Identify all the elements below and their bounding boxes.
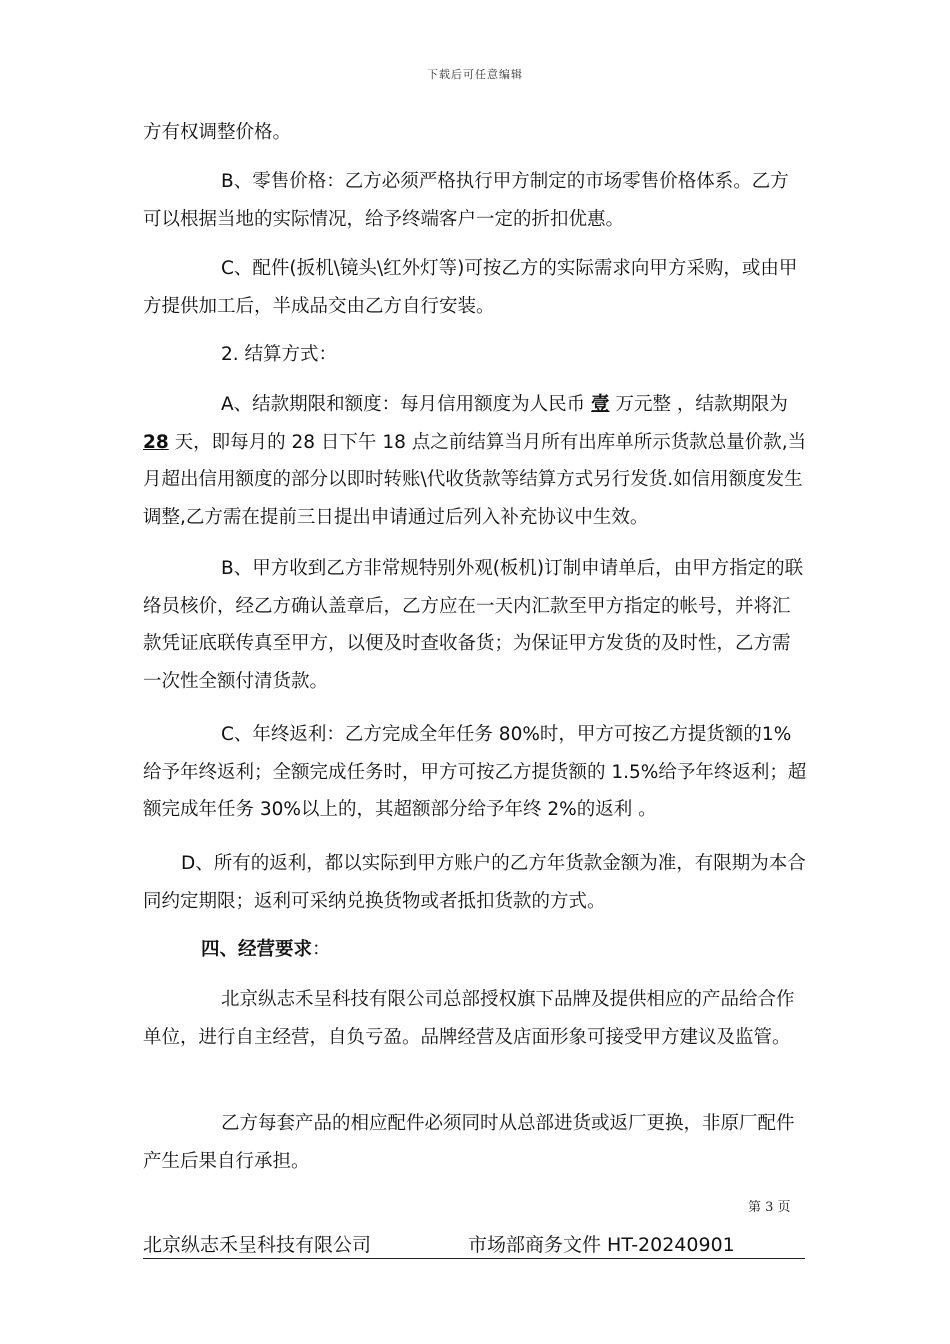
paragraph-custom-order: B、甲方收到乙方非常规特别外观(板机)订制申请单后，由甲方指定的联络员核价，经乙方确认盖章后，乙方应在一天内汇款至甲方指定的帐号，并将汇款凭证底联传真至甲方，以便及时查收备货；为保证甲方发货的及时性，乙方需一次性全额付清货款。 <box>143 558 804 692</box>
paragraph-payment-terms <box>143 386 807 536</box>
footer-divider <box>143 1258 805 1259</box>
footer-doc-ref: 市场部商务文件 HT-20240901 <box>468 1234 735 1256</box>
heading-settlement-method: 2. 结算方式： <box>221 344 338 365</box>
page-number: 第 3 页 <box>748 1200 791 1215</box>
credit-amount: 壹 <box>591 394 610 415</box>
paragraph-accessory-sourcing: 乙方每套产品的相应配件必须同时从总部进货或返厂更换，非原厂配件产生后果自行承担。 <box>143 1113 795 1172</box>
paragraph-accessories: C、配件(扳机\镜头\红外灯等)可按乙方的实际需求向甲方采购，或由甲方提供加工后，半成品交由乙方自行安装。 <box>143 258 798 317</box>
paragraph-year-end-rebate: C、年终返利：乙方完成全年任务 80%时，甲方可按乙方提货额的1%给予年终返利；全额完成任务时，甲方可按乙方提货额的 1.5%给予年终返利；超额完成年任务 30%以上的，其超额部分给予年终 2%的返利 。 <box>143 724 807 820</box>
section-4-title: 四、经营要求 <box>201 939 313 960</box>
paragraph-authorization: 北京纵志禾呈科技有限公司总部授权旗下品牌及提供相应的产品给合作单位，进行自主经营，自负亏盈。品牌经营及店面形象可接受甲方建议及监管。 <box>143 989 795 1048</box>
paragraph-price-adjustment: 方有权调整价格。 <box>143 122 292 143</box>
header-note: 下载后可任意编辑 <box>427 68 523 81</box>
payment-terms-text-2: 万元整 ，结款期限为 <box>609 394 788 415</box>
footer-company: 北京纵志禾呈科技有限公司 <box>143 1234 372 1256</box>
payment-days: 28 <box>143 431 169 453</box>
heading-business-requirements <box>143 931 807 969</box>
paragraph-retail-price: B、零售价格：乙方必须严格执行甲方制定的市场零售价格体系。乙方可以根据当地的实际情况，给予终端客户一定的折扣优惠。 <box>143 171 789 230</box>
payment-terms-text-1: A、结款期限和额度：每月信用额度为人民币 <box>221 394 592 415</box>
section-4-colon: ： <box>312 939 331 960</box>
paragraph-rebate-basis: D、所有的返利，都以实际到甲方账户的乙方年货款金额为准，有限期为本合同约定期限；返利可采纳兑换货物或者抵扣货款的方式。 <box>143 853 806 912</box>
payment-terms-text-3: 天，即每月的 28 日下午 18 点之前结算当月所有出库单所示货款总量价款,当月超出信用额度的部分以即时转账\代收货款等结算方式另行发货.如信用额度发生调整,乙方需在提前三日提出申请通过后列入补充协议中生效。 <box>143 431 807 528</box>
